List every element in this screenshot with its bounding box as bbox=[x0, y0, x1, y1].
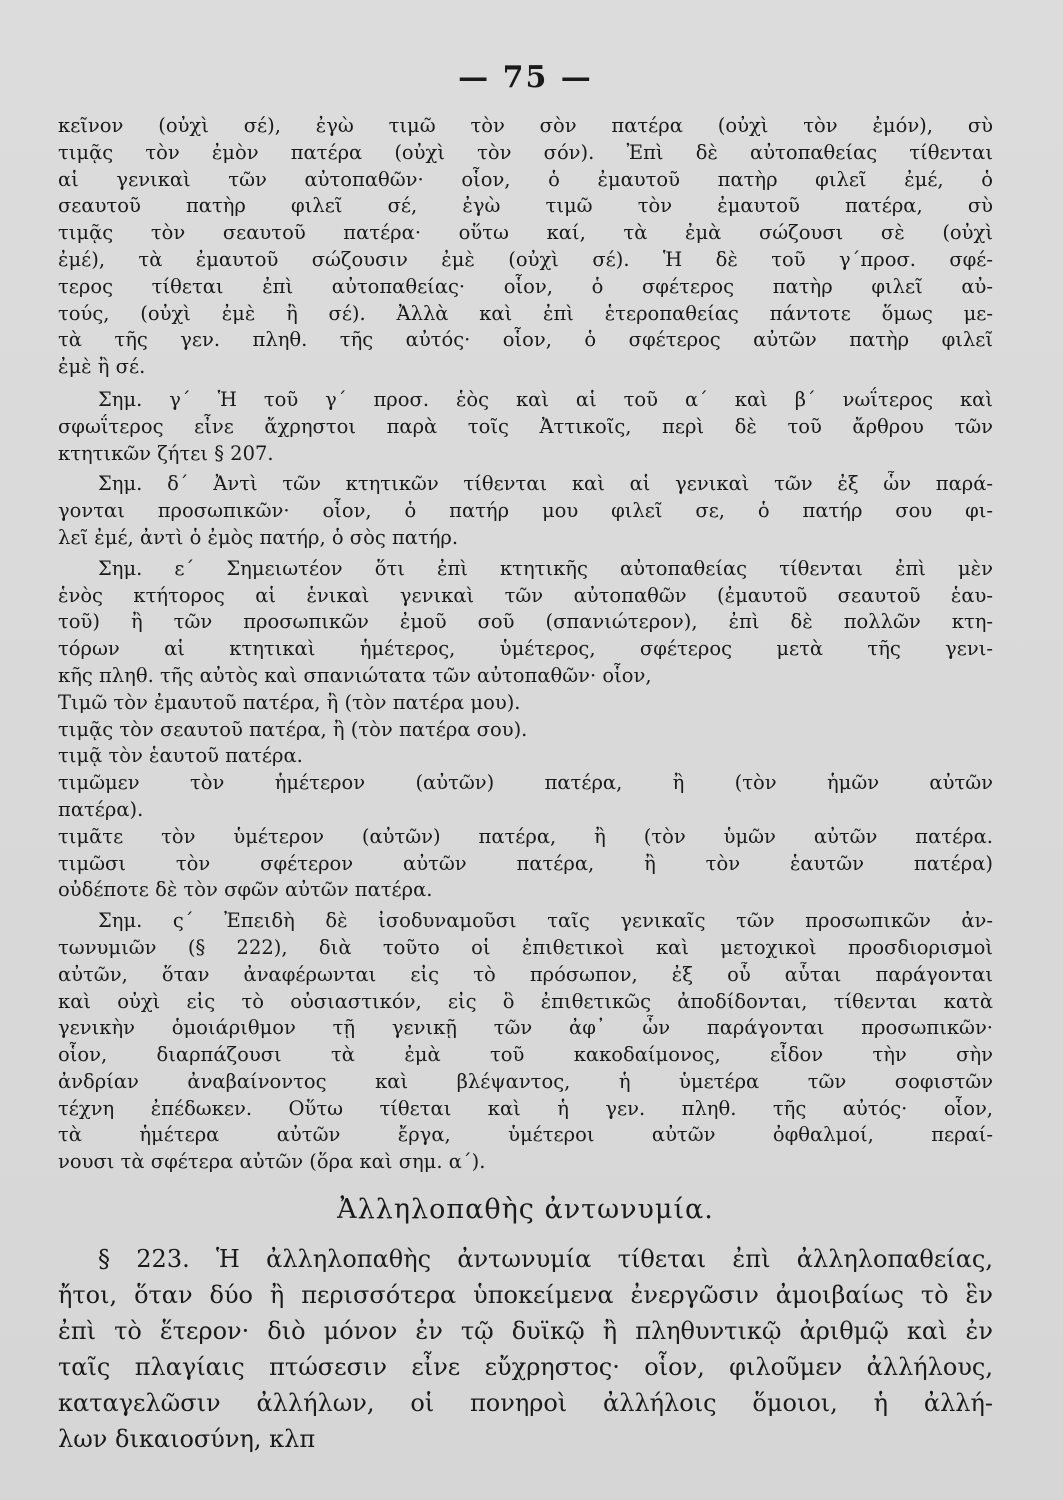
example-line: τιμᾶτε τὸν ὑμέτερον (αὐτῶν) πατέρα, ἢ (τὸν ὑμῶν αὐτῶν πατέρα. bbox=[58, 824, 993, 848]
note-gamma bbox=[58, 387, 993, 467]
text-line: καὶ οὐχὶ εἰς τὸ οὐσιαστικόν, εἰς ὃ ἐπιθετικῶς ἀποδίδονται, τίθενται κατὰ bbox=[58, 989, 993, 1013]
text-line: κτητικῶν ζήτει § 207. bbox=[58, 441, 274, 465]
text-line: τιμᾷς τὸν ἐμὸν πατέρα (οὐχὶ τὸν σόν). Ἐπὶ δὲ αὐτοπαθείας τίθενται bbox=[58, 140, 993, 164]
text-line: λων δικαιοσύνη, κλπ bbox=[58, 1425, 316, 1454]
example-line: τιμᾷ τὸν ἑαυτοῦ πατέρα. bbox=[58, 744, 303, 768]
section-223 bbox=[58, 1241, 993, 1457]
text-line: τωνυμιῶν (§ 222), διὰ τοῦτο οἱ ἐπιθετικοὶ καὶ μετοχικοὶ προσδιορισμοὶ bbox=[58, 935, 993, 959]
text-line: Σημ. ε΄ Σημειωτέον ὅτι ἐπὶ κτητικῆς αὐτοπαθείας τίθενται ἐπὶ μὲν bbox=[98, 556, 993, 580]
text-line: σεαυτοῦ πατὴρ φιλεῖ σέ, ἐγὼ τιμῶ τὸν ἐμαυτοῦ πατέρα, σὺ bbox=[58, 194, 993, 218]
text-line: ἐμέ), τὰ ἐμαυτοῦ σώζουσιν ἐμὲ (οὐχὶ σέ). Ἡ δὲ τοῦ γ΄προσ. σφέ- bbox=[58, 247, 993, 271]
text-line: τὰ ἡμέτερα αὐτῶν ἔργα, ὑμέτεροι αὐτῶν ὀφθαλμοί, περαί- bbox=[58, 1123, 993, 1147]
text-line: ἐπὶ τὸ ἕτερον· διὸ μόνον ἐν τῷ δυϊκῷ ἢ πληθυντικῷ ἀριθμῷ καὶ ἐν bbox=[58, 1317, 993, 1346]
text-line: τοῦ) ἢ τῶν προσωπικῶν ἐμοῦ σοῦ (σπανιώτερον), ἐπὶ δὲ πολλῶν κτη- bbox=[58, 610, 993, 634]
text-line: ἑνὸς κτήτορος αἱ ἑνικαὶ γενικαὶ τῶν αὐτοπαθῶν (ἐμαυτοῦ σεαυτοῦ ἑαυ- bbox=[58, 583, 993, 607]
text-line: οἷον, διαρπάζουσι τὰ ἐμὰ τοῦ κακοδαίμονος, εἶδον τὴν σὴν bbox=[58, 1043, 993, 1067]
text-line: τὰ τῆς γεν. πληθ. τῆς αὐτός· οἷον, ὁ σφέτερος αὐτῶν πατὴρ φιλεῖ bbox=[58, 328, 993, 352]
main-paragraph bbox=[58, 113, 993, 381]
text-line: λεῖ ἐμέ, ἀντὶ ὁ ἐμὸς πατήρ, ὁ σὸς πατήρ. bbox=[58, 525, 459, 549]
text-line: Σημ. γ΄ Ἡ τοῦ γ΄ προσ. ἑὸς καὶ αἱ τοῦ α΄ καὶ β΄ νωΐτερος καὶ bbox=[98, 387, 993, 411]
text-line: Σημ. δ΄ Ἀντὶ τῶν κτητικῶν τίθενται καὶ αἱ γενικαὶ τῶν ἐξ ὧν παρά- bbox=[98, 472, 993, 496]
text-line: ἐμὲ ἢ σέ. bbox=[58, 355, 146, 379]
text-line: σφωΐτερος εἶνε ἄχρηστοι παρὰ τοῖς Ἀττικοῖς, περὶ δὲ τοῦ ἄρθρου τῶν bbox=[58, 414, 993, 438]
text-line: τούς, (οὐχὶ ἐμὲ ἢ σέ). Ἀλλὰ καὶ ἐπὶ ἑτεροπαθείας πάντοτε ὅμως με- bbox=[58, 301, 993, 325]
example-line: Τιμῶ τὸν ἐμαυτοῦ πατέρα, ἢ (τὸν πατέρα μου). bbox=[58, 690, 521, 714]
text-line: τερος τίθεται ἐπὶ αὐτοπαθείας· οἷον, ὁ σφέτερος πατὴρ φιλεῖ αὐ- bbox=[58, 274, 993, 298]
text-line: Σημ. ς΄ Ἐπειδὴ δὲ ἰσοδυναμοῦσι ταῖς γενικαῖς τῶν προσωπικῶν ἀν- bbox=[98, 909, 993, 933]
example-line: τιμᾷς τὸν σεαυτοῦ πατέρα, ἢ (τὸν πατέρα σου). bbox=[58, 717, 528, 741]
example-line: οὐδέποτε δὲ τὸν σφῶν αὐτῶν πατέρα. bbox=[58, 878, 433, 902]
note-stigma bbox=[58, 908, 993, 1176]
text-line: τέχνη ἐπέδωκεν. Οὕτω τίθεται καὶ ἡ γεν. πληθ. τῆς αὐτός· οἷον, bbox=[58, 1096, 993, 1120]
text-line: αἱ γενικαὶ τῶν αὐτοπαθῶν· οἷον, ὁ ἐμαυτοῦ πατὴρ φιλεῖ ἐμέ, ὁ bbox=[58, 167, 993, 191]
example-line: τιμῶμεν τὸν ἡμέτερον (αὐτῶν) πατέρα, ἢ (τὸν ἡμῶν αὐτῶν bbox=[58, 771, 993, 795]
text-line: ἤτοι, ὅταν δύο ἢ περισσότερα ὑποκείμενα ἐνεργῶσιν ἀμοιβαίως τὸ ἓν bbox=[58, 1281, 993, 1310]
text-line: § 223. Ἡ ἀλληλοπαθὴς ἀντωνυμία τίθεται ἐπὶ ἀλληλοπαθείας, bbox=[98, 1245, 993, 1274]
text-line: γενικὴν ὁμοιάριθμον τῇ γενικῇ τῶν ἀφ᾽ ὧν παράγονται προσωπικῶν· bbox=[58, 1016, 993, 1040]
text-line: γονται προσωπικῶν· οἷον, ὁ πατήρ μου φιλεῖ σε, ὁ πατήρ σου φι- bbox=[58, 499, 993, 523]
text-line: ἀνδρίαν ἀναβαίνοντος καὶ βλέψαντος, ἡ ὑμετέρα τῶν σοφιστῶν bbox=[58, 1069, 993, 1093]
text-line: τιμᾷς τὸν σεαυτοῦ πατέρα· οὕτω καί, τὰ ἐμὰ σώζουσι σὲ (οὐχὶ bbox=[58, 221, 993, 245]
text-line: ταῖς πλαγίαις πτώσεσιν εἶνε εὔχρηστος· οἷον, φιλοῦμεν ἀλλήλους, bbox=[58, 1353, 993, 1382]
note-epsilon bbox=[58, 556, 993, 904]
text-line: τόρων αἱ κτητικαὶ ἡμέτερος, ὑμέτερος, σφέτερος μετὰ τῆς γενι- bbox=[58, 637, 993, 661]
text-line: νουσι τὰ σφέτερα αὐτῶν (ὅρα καὶ σημ. α΄). bbox=[58, 1150, 486, 1174]
text-line: αὐτῶν, ὅταν ἀναφέρωνται εἰς τὸ πρόσωπον, ἐξ οὗ αὗται παράγονται bbox=[58, 962, 993, 986]
page-number: — 75 — bbox=[458, 60, 593, 95]
text-line: κῆς πληθ. τῆς αὐτὸς καὶ σπανιώτατα τῶν αὐτοπαθῶν· οἷον, bbox=[58, 663, 652, 687]
text-line: καταγελῶσιν ἀλλήλων, οἱ πονηροὶ ἀλλήλοις ὅμοιοι, ἡ ἀλλή- bbox=[58, 1389, 993, 1418]
example-line: τιμῶσι τὸν σφέτερον αὐτῶν πατέρα, ἢ τὸν ἑαυτῶν πατέρα) bbox=[58, 851, 993, 875]
example-line: πατέρα). bbox=[58, 797, 144, 821]
text-line: κεῖνον (οὐχὶ σέ), ἐγὼ τιμῶ τὸν σὸν πατέρα (οὐχὶ τὸν ἐμόν), σὺ bbox=[58, 114, 993, 137]
note-delta bbox=[58, 471, 993, 551]
section-heading: Ἀλληλοπαθὴς ἀντωνυμία. bbox=[337, 1194, 714, 1226]
